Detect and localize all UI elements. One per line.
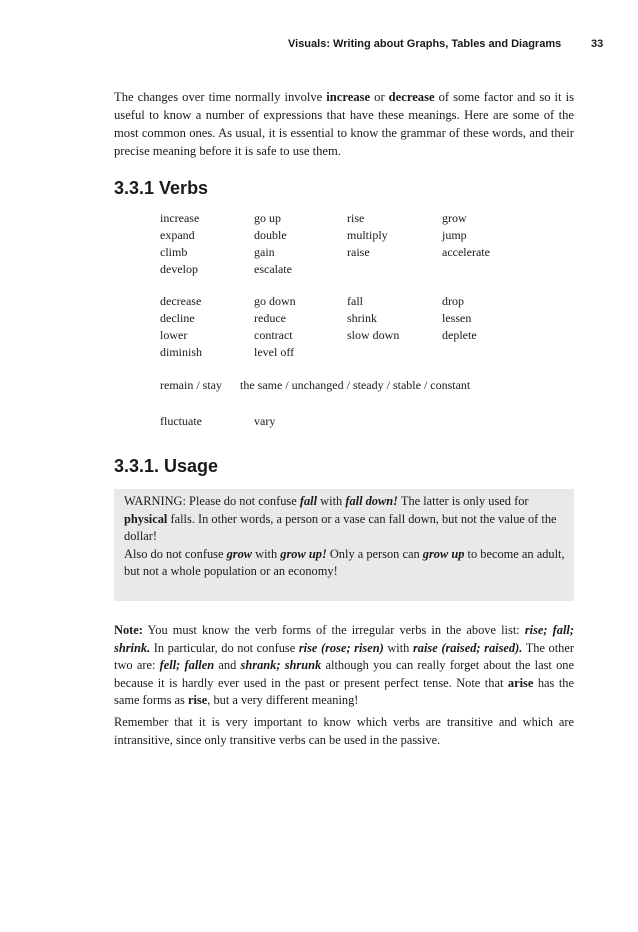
running-header [0,38,638,54]
warning-bold-physical: physical [124,511,168,526]
note-paragraph [114,622,574,710]
verb-cell: raise [347,245,370,259]
verb-cell: expand [160,228,195,242]
warning-italic-grow-up-2: grow up [422,546,465,561]
intro-bold-increase: increase [326,90,371,104]
warning-text-part: to become an adult, but not a whole population or an economy! [124,546,565,578]
verb-cell: diminish [160,345,203,359]
remember-paragraph: Remember that it is very important to know which verbs are transitive and which are intransitive, since only transitive verbs can be used in the passive. [114,715,574,747]
note-italic-raise: raise (raised; raised). [412,640,523,655]
warning-label: WARNING: [124,494,186,508]
warning-text-part: Also do not confuse [124,546,227,561]
verb-cell: lower [160,328,188,342]
verb-cell: increase [160,211,200,225]
warning-italic-grow-up: grow up! [280,546,327,561]
intro-paragraph [114,88,574,160]
verb-cell: climb [160,245,188,259]
warning-paragraph-1 [124,493,568,546]
intro-bold-decrease: decrease [388,90,435,104]
warning-text-part: The latter is only used for [398,494,529,508]
note-text-part: and [214,658,241,672]
verb-cell: reduce [254,311,286,325]
verb-cell: gain [254,245,275,259]
note-italic-forms: rise; fall; shrink. [114,623,574,655]
remain-values: the same / unchanged / steady / stable / constant [240,378,471,392]
note-italic-shrank: shrank; shrunk [240,658,322,672]
verb-cell: decline [160,311,195,325]
note-text-part: The other two are: [114,640,575,672]
verb-cell: decrease [160,294,202,308]
note-text-part: In particular, do not confuse [150,640,299,655]
note-bold-arise: arise [507,675,534,690]
verb-cell: level off [254,345,295,359]
verb-cell: slow down [347,328,400,342]
intro-text-2: or [370,90,389,104]
verb-cell: fall [347,294,363,308]
note-text-part: You must know the verb forms of the irregular verbs in the above list: [142,623,525,637]
remain-label: remain / stay [160,378,222,392]
warning-italic-grow: grow [226,546,253,561]
note-italic-rise: rise (rose; risen) [298,640,384,655]
warning-italic-fall: fall [299,494,318,508]
verb-cell: go up [254,211,281,225]
verb-cell: rise [347,211,365,225]
verb-cell: go down [254,294,296,308]
verb-cell: accelerate [442,245,490,259]
verb-cell: contract [254,328,293,342]
note-bold-rise: rise [187,693,208,707]
warning-text-part: Only a person can [326,546,423,561]
verb-cell: double [254,228,287,242]
verb-cell: escalate [254,262,292,276]
warning-text-part: with [317,494,346,508]
section-heading-usage: 3.3.1. Usage [114,456,219,476]
page-number: 33 [591,38,604,50]
vary-label: vary [254,414,276,428]
note-text-part: has the same forms as [114,675,574,707]
section-heading-verbs: 3.3.1 Verbs [114,178,209,198]
verb-cell: shrink [347,311,377,325]
warning-text-part: falls. In other words, a person or a vase can fall down, but not the value of the dollar! [124,511,557,543]
verb-cell: jump [442,228,467,242]
warning-text [124,493,568,581]
note-text-part: although you can really forget about the last one because it is hardly ever used in the past or present perfect tense. Note that [114,658,574,690]
verb-cell: multiply [347,228,388,242]
verb-cell: lessen [442,311,472,325]
note-label: Note: [114,623,143,637]
verb-cell: drop [442,294,464,308]
verb-cell: grow [442,211,467,225]
warning-text-part: Please do not confuse [185,494,300,508]
warning-text-part: with [252,546,281,561]
intro-text-3: of some factor and so it is useful to know a number of expressions that have these meanings. Here are some of the most common ones. As usual, it is essential to know the grammar of these words, and their precise meaning before it is safe to use them. [114,90,574,158]
note-italic-fell: fell; fallen [159,658,215,672]
fluctuate-label: fluctuate [160,414,202,428]
verb-cell: deplete [442,328,477,342]
intro-text-1: The changes over time normally involve [114,90,327,104]
warning-paragraph-2 [124,546,568,581]
header-title: Visuals: Writing about Graphs, Tables and Diagrams [288,38,562,50]
verb-cell: develop [160,262,198,276]
note-text-part: with [383,640,413,655]
note-text-part: , but a very different meaning! [207,693,359,707]
warning-italic-fall-down: fall down! [345,494,398,508]
